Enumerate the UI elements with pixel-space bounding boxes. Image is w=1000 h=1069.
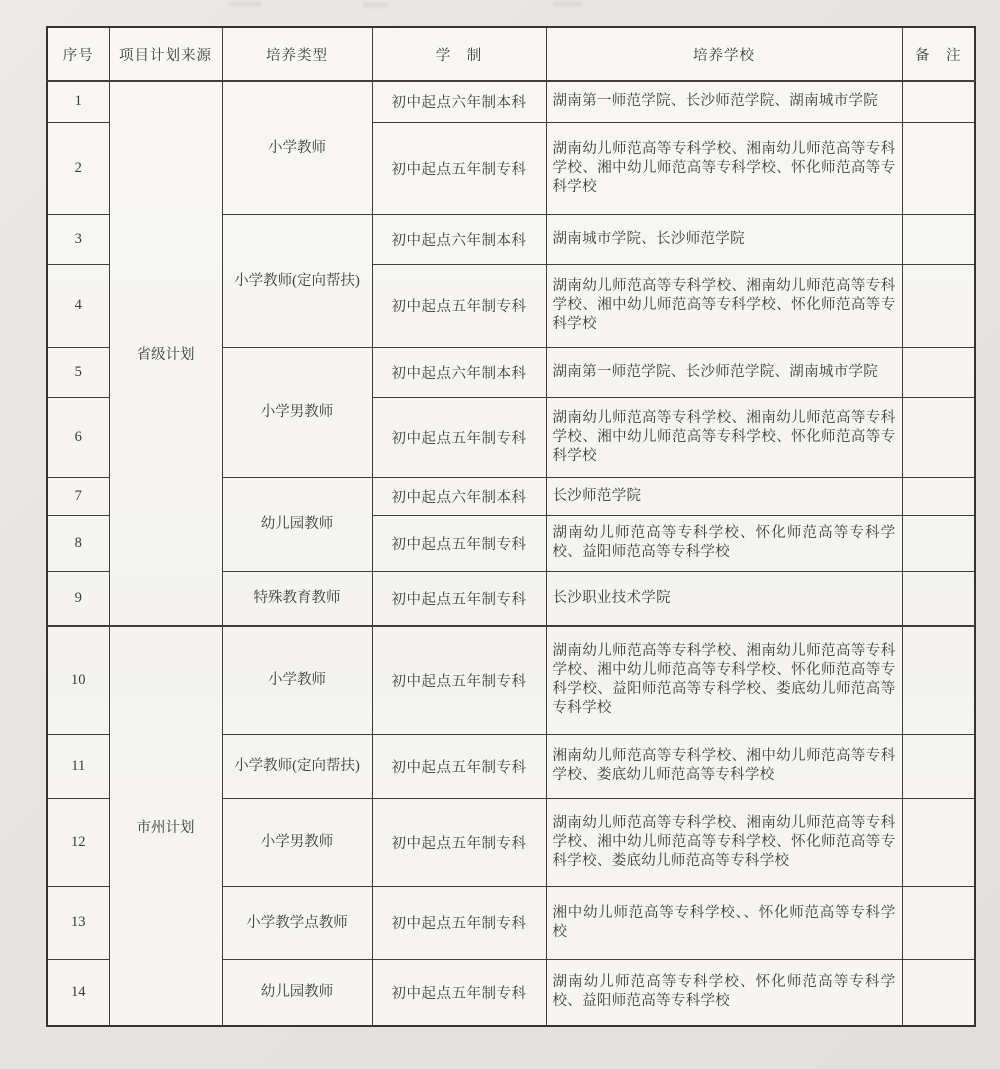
cell-schools: 湖南第一师范学院、长沙师范学院、湖南城市学院 [546, 347, 902, 397]
cell-schooling: 初中起点五年制专科 [372, 626, 546, 734]
cell-schools: 湖南幼儿师范高等专科学校、怀化师范高等专科学校、益阳师范高等专科学校 [546, 959, 902, 1026]
cell-remark [902, 347, 975, 397]
cell-remark [902, 515, 975, 571]
cell-schooling: 初中起点五年制专科 [372, 397, 546, 477]
cell-no: 9 [47, 571, 109, 626]
cell-type: 特殊教育教师 [222, 571, 372, 626]
cell-type: 小学男教师 [222, 798, 372, 886]
cell-no: 7 [47, 477, 109, 515]
cell-no: 2 [47, 122, 109, 214]
cell-type: 小学教师 [222, 81, 372, 214]
cell-schools: 湖南幼儿师范高等专科学校、怀化师范高等专科学校、益阳师范高等专科学校 [546, 515, 902, 571]
cell-type: 小学教学点教师 [222, 886, 372, 959]
cell-type: 小学男教师 [222, 347, 372, 477]
cell-schooling: 初中起点五年制专科 [372, 264, 546, 347]
cell-schools: 湖南幼儿师范高等专科学校、湘南幼儿师范高等专科学校、湘中幼儿师范高等专科学校、怀化师范高等专科学校 [546, 122, 902, 214]
cell-schools: 湖南幼儿师范高等专科学校、湘南幼儿师范高等专科学校、湘中幼儿师范高等专科学校、怀化师范高等专科学校 [546, 264, 902, 347]
header-remark: 备 注 [902, 27, 975, 81]
cell-schools: 长沙职业技术学院 [546, 571, 902, 626]
cell-remark [902, 264, 975, 347]
header-no: 序号 [47, 27, 109, 81]
cell-no: 13 [47, 886, 109, 959]
cell-schooling: 初中起点五年制专科 [372, 734, 546, 798]
cell-no: 11 [47, 734, 109, 798]
cell-remark [902, 626, 975, 734]
cell-no: 6 [47, 397, 109, 477]
cell-schooling: 初中起点六年制本科 [372, 477, 546, 515]
cell-no: 8 [47, 515, 109, 571]
cell-schools: 湖南第一师范学院、长沙师范学院、湖南城市学院 [546, 81, 902, 122]
cell-schooling: 初中起点六年制本科 [372, 81, 546, 122]
table-row [47, 626, 975, 734]
cell-schools: 湖南幼儿师范高等专科学校、湘南幼儿师范高等专科学校、湘中幼儿师范高等专科学校、怀化师范高等专科学校、益阳师范高等专科学校、娄底幼儿师范高等专科学校 [546, 626, 902, 734]
cell-schooling: 初中起点五年制专科 [372, 886, 546, 959]
cell-type: 小学教师(定向帮扶) [222, 734, 372, 798]
cell-schooling: 初中起点五年制专科 [372, 571, 546, 626]
cell-remark [902, 477, 975, 515]
cell-remark [902, 798, 975, 886]
cell-remark [902, 734, 975, 798]
cell-no: 10 [47, 626, 109, 734]
scan-artifact [228, 2, 262, 6]
cell-remark [902, 122, 975, 214]
training-plan-table [46, 26, 976, 1027]
scan-artifact [362, 3, 388, 7]
header-row [47, 27, 975, 81]
cell-schooling: 初中起点六年制本科 [372, 214, 546, 264]
header-source: 项目计划来源 [109, 27, 222, 81]
cell-schools: 长沙师范学院 [546, 477, 902, 515]
cell-remark [902, 214, 975, 264]
cell-source-municipal: 市州计划 [109, 626, 222, 1026]
cell-no: 1 [47, 81, 109, 122]
table-row [47, 81, 975, 122]
cell-type: 小学教师 [222, 626, 372, 734]
cell-remark [902, 571, 975, 626]
cell-remark [902, 397, 975, 477]
cell-no: 3 [47, 214, 109, 264]
cell-schooling: 初中起点五年制专科 [372, 515, 546, 571]
cell-schools: 湘中幼儿师范高等专科学校、、怀化师范高等专科学校 [546, 886, 902, 959]
cell-schooling: 初中起点六年制本科 [372, 347, 546, 397]
header-schooling: 学 制 [372, 27, 546, 81]
header-type: 培养类型 [222, 27, 372, 81]
cell-schooling: 初中起点五年制专科 [372, 122, 546, 214]
cell-schooling: 初中起点五年制专科 [372, 959, 546, 1026]
cell-no: 12 [47, 798, 109, 886]
cell-no: 14 [47, 959, 109, 1026]
cell-schools: 湖南城市学院、长沙师范学院 [546, 214, 902, 264]
cell-schools: 湘南幼儿师范高等专科学校、湘中幼儿师范高等专科学校、娄底幼儿师范高等专科学校 [546, 734, 902, 798]
cell-remark [902, 959, 975, 1026]
cell-type: 幼儿园教师 [222, 959, 372, 1026]
cell-schooling: 初中起点五年制专科 [372, 798, 546, 886]
scan-artifact [552, 2, 582, 6]
cell-source-provincial: 省级计划 [109, 81, 222, 626]
header-schools: 培养学校 [546, 27, 902, 81]
cell-no: 4 [47, 264, 109, 347]
cell-remark [902, 81, 975, 122]
cell-type: 幼儿园教师 [222, 477, 372, 571]
cell-remark [902, 886, 975, 959]
cell-type: 小学教师(定向帮扶) [222, 214, 372, 347]
cell-schools: 湖南幼儿师范高等专科学校、湘南幼儿师范高等专科学校、湘中幼儿师范高等专科学校、怀化师范高等专科学校 [546, 397, 902, 477]
cell-no: 5 [47, 347, 109, 397]
cell-schools: 湖南幼儿师范高等专科学校、湘南幼儿师范高等专科学校、湘中幼儿师范高等专科学校、怀化师范高等专科学校、娄底幼儿师范高等专科学校 [546, 798, 902, 886]
